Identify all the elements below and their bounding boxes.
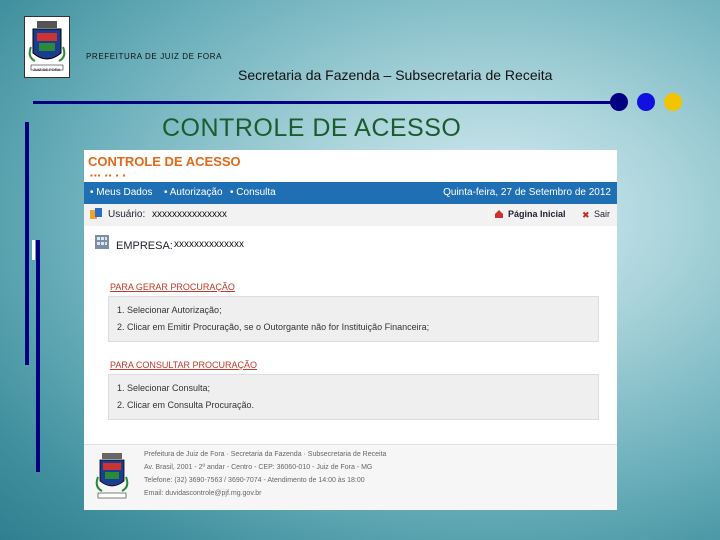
step-item: 2. Clicar em Consulta Procuração. xyxy=(117,400,255,410)
logo-caption: JUIZ DE FORA xyxy=(33,67,61,72)
app-footer xyxy=(84,444,617,510)
org-name: PREFEITURA DE JUIZ DE FORA xyxy=(86,52,223,61)
nav-autorizacao[interactable]: • Autorização xyxy=(164,187,223,198)
left-accent-notch xyxy=(32,240,35,260)
app-header xyxy=(84,150,617,182)
home-link[interactable]: Página Inicial xyxy=(508,209,566,219)
instructions-gerar xyxy=(108,296,599,342)
app-title: CONTROLE DE ACESSO xyxy=(88,154,241,169)
decor-dot-navy xyxy=(610,93,628,111)
footer-crest-logo xyxy=(94,451,130,501)
decor-dot-blue xyxy=(637,93,655,111)
city-crest-logo xyxy=(24,16,70,78)
step-item: 2. Clicar em Emitir Procuração, se o Outorgante não for Instituição Financeira; xyxy=(117,322,430,332)
step-item: 1. Selecionar Autorização; xyxy=(117,305,222,315)
user-icon xyxy=(90,208,102,220)
left-accent-bar xyxy=(25,122,29,365)
nav-date: Quinta-feira, 27 de Setembro de 2012 xyxy=(443,187,611,198)
app-title-decoration: ▪▪▪ ▪▪ ▪ ▪ xyxy=(90,171,127,180)
instructions-consultar xyxy=(108,374,599,420)
company-value: xxxxxxxxxxxxxx xyxy=(174,239,244,250)
company-icon xyxy=(94,234,110,250)
footer-line: Prefeitura de Juiz de Fora · Secretaria da Fazenda · Subsecretaria de Receita xyxy=(144,451,387,458)
nav-meus-dados[interactable]: • Meus Dados xyxy=(90,187,153,198)
app-screenshot xyxy=(84,150,617,510)
home-icon[interactable] xyxy=(494,209,504,219)
footer-email[interactable]: Email: duvidascontrole@pjf.mg.gov.br xyxy=(144,490,262,497)
user-label: Usuário: xyxy=(108,209,146,220)
footer-line: Av. Brasil, 2001 - 2º andar - Centro - CEP: 36060-010 - Juiz de Fora - MG xyxy=(144,464,373,471)
user-bar xyxy=(84,204,617,226)
main-nav xyxy=(84,182,617,204)
slide-title: CONTROLE DE ACESSO xyxy=(162,114,462,142)
decor-dot-yellow xyxy=(664,93,682,111)
exit-link[interactable]: Sair xyxy=(594,209,611,219)
step-item: 1. Selecionar Consulta; xyxy=(117,383,211,393)
user-value: xxxxxxxxxxxxxxx xyxy=(152,209,227,220)
exit-icon[interactable]: ✖ xyxy=(582,210,590,220)
section-title-consultar: PARA CONSULTAR PROCURAÇÃO xyxy=(110,360,258,370)
footer-line: Telefone: (32) 3690-7563 / 3690-7074 - Atendimento de 14:00 às 18:00 xyxy=(144,477,365,484)
section-title-gerar: PARA GERAR PROCURAÇÃO xyxy=(110,282,235,292)
company-label: EMPRESA: xyxy=(116,240,173,252)
slide-subtitle: Secretaria da Fazenda – Subsecretaria de Receita xyxy=(238,67,553,83)
nav-consulta[interactable]: • Consulta xyxy=(230,187,276,198)
left-accent-bar-lower xyxy=(36,240,40,472)
header-rule xyxy=(33,101,621,104)
